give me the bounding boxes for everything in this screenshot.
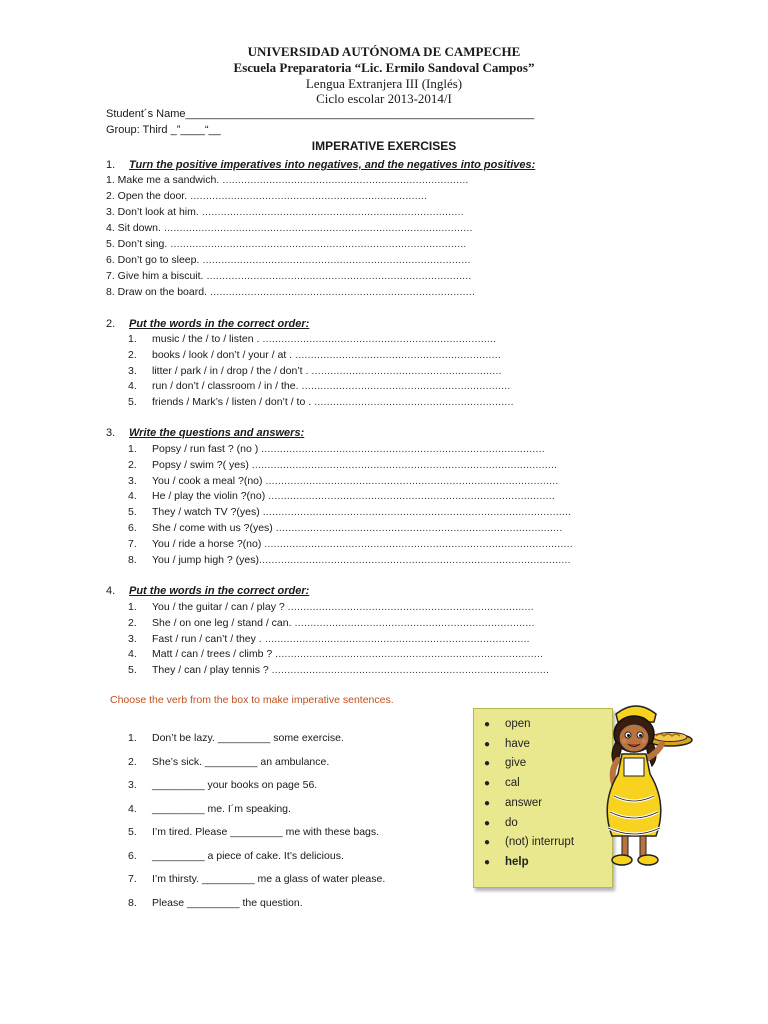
exercise-item xyxy=(128,395,514,409)
item-text: I’m tired. Please _________ me with these bags. xyxy=(152,826,380,838)
item-text: books / look / don’t / your / at . xyxy=(152,348,293,361)
exercise-item xyxy=(128,632,530,646)
item-text: She’s sick. _________ an ambulance. xyxy=(152,755,330,768)
exercise-item xyxy=(128,802,291,816)
exercise-item xyxy=(128,600,534,614)
answer-line: ............................................................................................ xyxy=(268,490,555,503)
item-text: 8. Draw on the board. xyxy=(106,286,207,298)
exercise-item xyxy=(106,269,472,283)
exercise-item xyxy=(128,553,571,567)
section-title: Put the words in the correct order: xyxy=(129,318,310,330)
item-number: 4. xyxy=(128,380,137,393)
item-number: 3. xyxy=(128,779,137,791)
verb-text: answer xyxy=(505,796,543,809)
answer-line: .................................................................................................... xyxy=(259,553,571,566)
answer-line: ................................................................................................... xyxy=(160,222,473,234)
item-text: Don’t be lazy. _________ some exercise. xyxy=(152,732,344,744)
exercise-item xyxy=(106,205,464,219)
item-number: 2. xyxy=(128,458,137,471)
exercise-item xyxy=(128,442,545,456)
answer-line: .............................................................................................. xyxy=(265,474,559,487)
answer-line: ..................................................................................... xyxy=(203,270,472,282)
answer-line: ............................................................................... xyxy=(219,174,469,186)
item-number: 7. xyxy=(128,537,137,550)
section-number: 2. xyxy=(106,318,116,330)
verb-item xyxy=(484,735,612,755)
section-title: Write the questions and answers: xyxy=(129,427,305,439)
item-number: 5. xyxy=(128,826,137,838)
item-text: They / can / play tennis ? xyxy=(152,664,272,677)
item-text: 7. Give him a biscuit. xyxy=(106,270,204,282)
student-name-field: Student´s Name_________________________________________________________ xyxy=(106,108,535,120)
verb-text: open xyxy=(505,718,531,730)
item-text: 6. Don’t go to sleep. xyxy=(106,254,200,266)
bullet-icon: ● xyxy=(484,738,491,750)
item-text: music / the / to / listen . xyxy=(152,333,260,345)
item-text: friends / Mark’s / listen / don’t / to . xyxy=(152,396,312,409)
item-number: 2. xyxy=(128,348,137,361)
answer-line: ................................................................ xyxy=(311,396,514,409)
item-text: _________ your books on page 56. xyxy=(152,779,318,791)
item-text: litter / park / in / drop / the / don’t . xyxy=(152,364,309,377)
answer-line: ......................................................................................... xyxy=(271,664,550,677)
section-number: 3. xyxy=(106,427,116,439)
item-text: She / come with us ?(yes) xyxy=(152,522,276,534)
bullet-icon: ● xyxy=(484,797,491,809)
item-text: Please _________ the question. xyxy=(152,896,303,909)
subject-title: Lengua Extranjera III (Inglés) xyxy=(305,76,463,91)
exercise-item xyxy=(106,253,471,267)
item-number: 6. xyxy=(128,849,137,862)
answer-line: .................................................................. xyxy=(292,348,501,361)
exercise-item xyxy=(128,872,385,886)
item-number: 4. xyxy=(128,490,137,503)
item-text: Matt / can / trees / climb ? xyxy=(152,648,276,661)
bullet-icon: ● xyxy=(484,758,491,770)
item-text: 1. Make me a sandwich. xyxy=(106,174,220,186)
answer-line: ..................................................................................... xyxy=(261,632,530,645)
item-text: Popsy / swim ?( yes) xyxy=(152,458,252,471)
answer-line: ........................................................................................... xyxy=(261,443,545,455)
exercise-item xyxy=(106,285,475,299)
verb-item xyxy=(484,715,612,735)
answer-line: ................................................................... xyxy=(298,380,511,393)
item-number: 5. xyxy=(128,664,137,677)
section-title: Turn the positive imperatives into negatives, and the negatives into positives: xyxy=(129,159,536,171)
item-number: 3. xyxy=(128,632,137,645)
answer-line: ........................................................................... xyxy=(259,333,497,345)
verb-item xyxy=(484,833,612,853)
item-number: 4. xyxy=(128,648,137,661)
item-number: 5. xyxy=(128,396,137,409)
answer-line: ............................................................................. xyxy=(291,616,535,629)
section-4-heading xyxy=(106,584,309,598)
item-number: 7. xyxy=(128,873,137,885)
item-text: Fast / run / can’t / they . xyxy=(152,632,262,645)
university-title: UNIVERSIDAD AUTÓNOMA DE CAMPECHE xyxy=(247,44,521,59)
answer-line: ............................................................. xyxy=(308,364,502,377)
exercise-item xyxy=(128,364,502,378)
item-text: I’m thirsty. _________ me a glass of water please. xyxy=(152,873,386,885)
answer-line: ............................................................................... xyxy=(287,601,534,613)
item-number: 1. xyxy=(128,732,137,744)
item-text: _________ me. I´m speaking. xyxy=(152,802,291,815)
bullet-icon: ● xyxy=(484,719,491,730)
item-text: You / jump high ? (yes) xyxy=(152,553,260,566)
answer-line: ............................................................................................ xyxy=(275,522,563,534)
item-number: 2. xyxy=(128,616,137,629)
verb-text: give xyxy=(505,757,527,770)
item-text: You / the guitar / can / play ? xyxy=(152,601,288,613)
exercise-item xyxy=(128,616,535,630)
item-text: Popsy / run fast ? (no ) xyxy=(152,443,262,455)
verb-item xyxy=(484,774,612,794)
answer-line: .................................................................................................. xyxy=(251,458,558,471)
waitress-girl-illustration xyxy=(604,696,696,876)
page-title: IMPERATIVE EXERCISES xyxy=(311,139,457,153)
item-text: _________ a piece of cake. It’s delicious. xyxy=(152,849,344,862)
answer-line: ............................................................................ xyxy=(187,190,428,202)
item-number: 3. xyxy=(128,364,137,377)
section-number: 1. xyxy=(106,159,116,171)
section-1-heading xyxy=(106,158,535,172)
item-number: 1. xyxy=(128,443,137,455)
verb-list xyxy=(474,709,612,873)
answer-line: .................................................................................... xyxy=(198,206,464,218)
item-number: 5. xyxy=(128,506,137,519)
exercise-item xyxy=(128,731,344,745)
verb-text: do xyxy=(505,816,518,829)
item-number: 2. xyxy=(128,755,137,768)
bullet-icon: ● xyxy=(484,817,491,829)
answer-line: ..................................................................................... xyxy=(206,286,476,298)
answer-line: ................................................................................................... xyxy=(262,506,572,519)
item-text: 2. Open the door. xyxy=(106,190,188,202)
item-text: He / play the violin ?(no) xyxy=(152,490,269,503)
item-text: run / don’t / classroom / in / the. xyxy=(152,380,299,393)
item-text: They / watch TV ?(yes) xyxy=(152,506,263,519)
section-2-heading xyxy=(106,317,309,331)
exercise-item xyxy=(128,458,557,472)
item-number: 6. xyxy=(128,522,137,534)
exercise-item xyxy=(128,489,555,503)
section-title: Put the words in the correct order: xyxy=(129,585,310,597)
verb-item xyxy=(484,794,612,814)
verb-instruction: Choose the verb from the box to make imperative sentences. xyxy=(110,694,394,706)
bullet-icon: ● xyxy=(484,778,491,790)
exercise-item xyxy=(106,189,427,203)
school-title: Escuela Preparatoria “Lic. Ermilo Sandoval Campos” xyxy=(233,60,535,75)
item-text: 3. Don’t look at him. xyxy=(106,206,199,218)
answer-line: ...................................................................................... xyxy=(275,648,544,661)
cycle-title: Ciclo escolar 2013-2014/I xyxy=(316,91,452,106)
exercise-item xyxy=(128,755,329,769)
group-field: Group: Third _”____“__ xyxy=(106,124,221,136)
verb-text: help xyxy=(505,855,529,868)
answer-line: ...................................................................................... xyxy=(199,254,471,266)
item-number: 8. xyxy=(128,553,137,566)
exercise-item xyxy=(128,505,571,519)
exercise-item xyxy=(128,647,543,661)
exercise-item xyxy=(128,663,549,677)
answer-line: ............................................................................................... xyxy=(167,238,467,250)
item-number: 3. xyxy=(128,474,137,487)
verb-text: cal xyxy=(505,777,520,790)
exercise-item xyxy=(128,474,558,488)
item-text: 5. Don’t sing. xyxy=(106,238,168,250)
exercise-item xyxy=(128,896,303,910)
section-3-heading xyxy=(106,426,304,440)
exercise-item xyxy=(128,537,573,551)
verb-item xyxy=(484,814,612,834)
exercise-item xyxy=(128,825,379,839)
item-text: You / ride a horse ?(no) xyxy=(152,537,265,550)
item-number: 1. xyxy=(128,601,137,613)
verb-item xyxy=(484,853,612,873)
bullet-icon: ● xyxy=(484,856,491,868)
verb-item xyxy=(484,754,612,774)
bullet-icon: ● xyxy=(484,837,491,849)
item-text: She / on one leg / stand / can. xyxy=(152,616,292,629)
exercise-item xyxy=(128,778,317,792)
exercise-item xyxy=(106,173,469,187)
exercise-item xyxy=(106,221,473,235)
exercise-item xyxy=(128,849,344,863)
item-text: You / cook a meal ?(no) xyxy=(152,474,266,487)
item-number: 1. xyxy=(128,333,137,345)
exercise-item xyxy=(128,348,501,362)
exercise-item xyxy=(128,521,563,535)
exercise-item xyxy=(128,379,510,393)
exercise-item xyxy=(128,332,496,346)
section-number: 4. xyxy=(106,585,116,597)
answer-line: ................................................................................................... xyxy=(264,537,573,550)
verb-text: (not) interrupt xyxy=(505,836,575,849)
item-number: 8. xyxy=(128,896,137,909)
item-number: 4. xyxy=(128,802,137,815)
verb-text: have xyxy=(505,737,530,750)
verb-box xyxy=(473,708,613,888)
item-text: 4. Sit down. xyxy=(106,222,161,234)
exercise-item xyxy=(106,237,467,251)
